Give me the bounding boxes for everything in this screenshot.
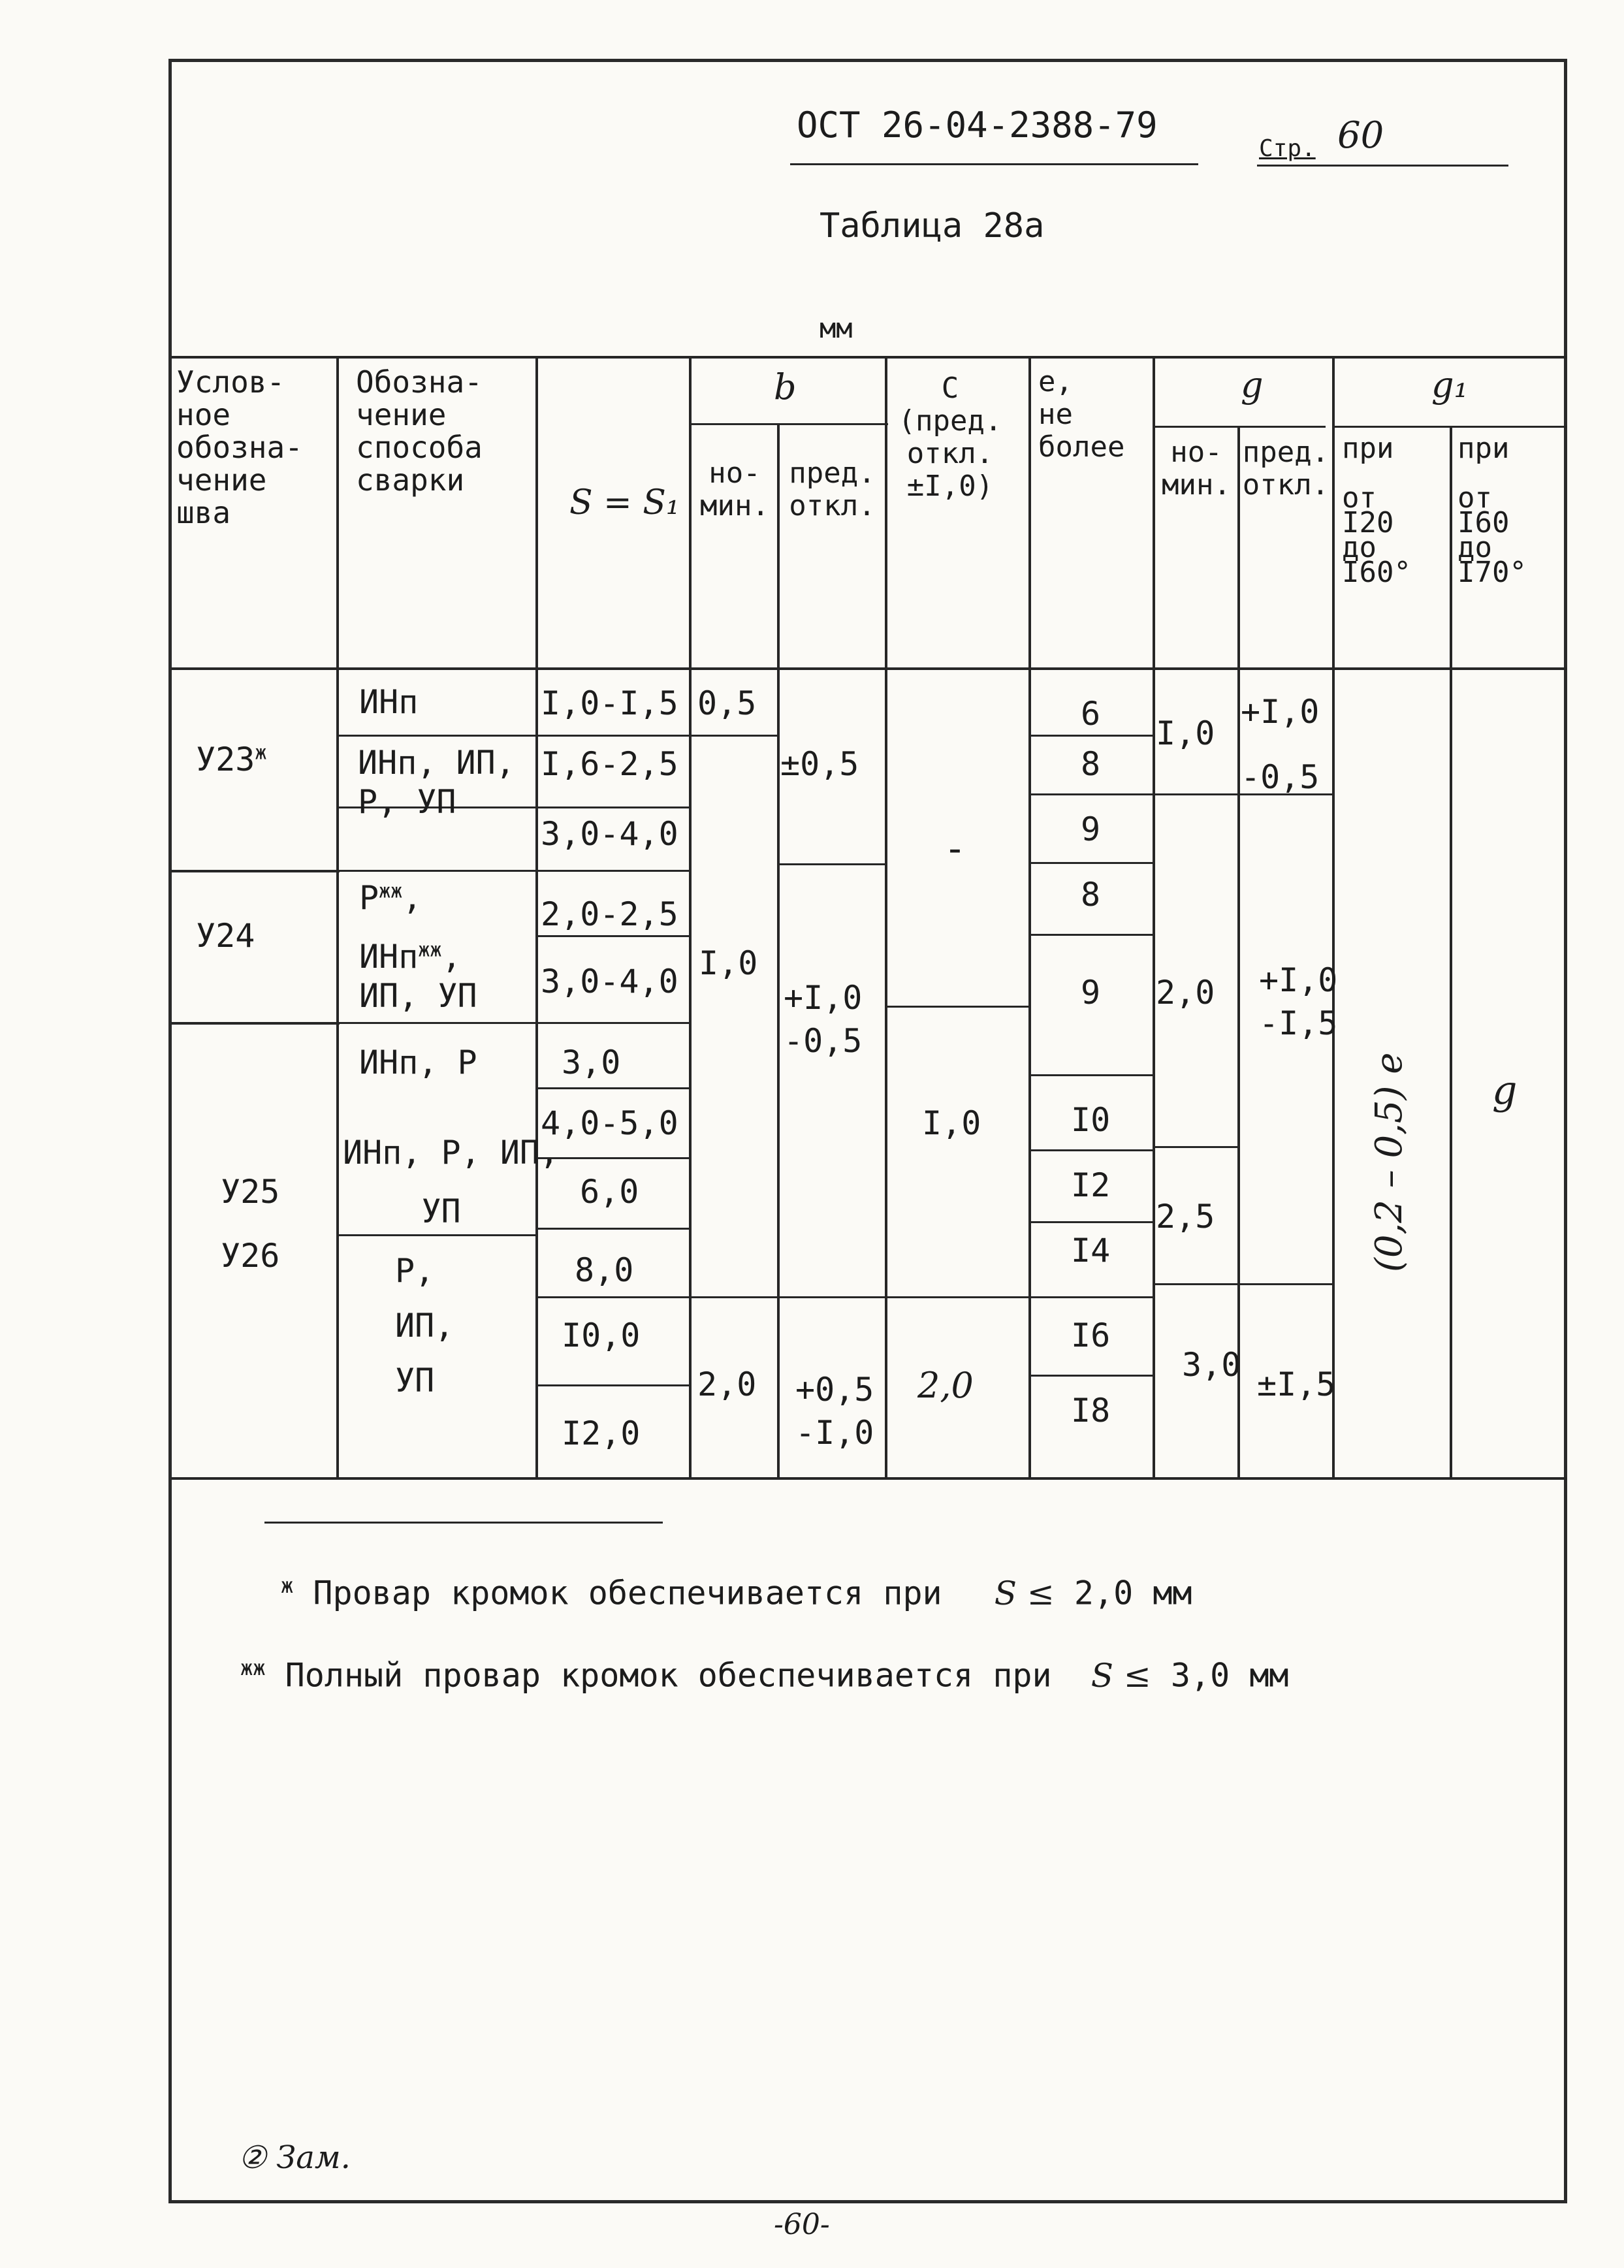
s-value-8: 6,0 — [580, 1173, 639, 1211]
col-header-g-nom: но- мин. — [1162, 436, 1231, 502]
col-line-4 — [777, 423, 780, 1477]
col-header-g1: g₁ — [1431, 364, 1469, 406]
g1-value-b: g — [1492, 1068, 1518, 1113]
b-subheader-line — [689, 423, 888, 425]
weld-u24: У24 — [196, 917, 255, 955]
e-line-2 — [1028, 793, 1153, 795]
g-dev-1: +I,0 -0,5 — [1241, 693, 1320, 796]
s-value-4: 2,0-2,5 — [541, 895, 678, 933]
e-line-9 — [1028, 1375, 1153, 1377]
row-line-e — [336, 1022, 689, 1024]
col-header-weld: Услов- ное обозна- чение шва — [176, 364, 303, 530]
col-line-10 — [1450, 426, 1452, 1477]
row-line-c — [336, 870, 689, 872]
e-value-4: 8 — [1081, 876, 1101, 914]
method-3b: ИНп$^{жж}$, — [359, 938, 462, 976]
e-line-1 — [1028, 735, 1153, 737]
row-line-bc — [689, 1296, 1028, 1298]
weld-u26: У26 — [221, 1237, 280, 1275]
col-line-6 — [1028, 356, 1031, 1477]
e-value-3: 9 — [1081, 810, 1101, 848]
col-header-method: Обозна- чение способа сварки — [356, 364, 483, 498]
col-header-g1-b: при от I60 до I70° — [1457, 432, 1527, 589]
col-line-1 — [336, 356, 339, 1477]
row-line-b2 — [535, 807, 689, 808]
col-line-3 — [689, 356, 692, 1477]
c-value-1: - — [944, 826, 966, 870]
g-dev-2: +I,0 -I,5 — [1259, 961, 1338, 1042]
col-line-9 — [1332, 356, 1335, 1477]
row-sep-weld-1 — [171, 870, 340, 872]
col-header-c: C (пред. откл. ±I,0) — [898, 372, 1002, 503]
page-number: 60 — [1337, 114, 1384, 157]
col-header-s: S = S₁ — [569, 483, 680, 522]
method-3c: ИП, УП — [359, 977, 477, 1015]
g-nom-3: 2,5 — [1156, 1198, 1215, 1236]
header-bottom-border — [171, 667, 1567, 670]
b-nom-3: 2,0 — [697, 1366, 757, 1403]
s-value-5: 3,0-4,0 — [541, 963, 678, 1000]
footnote-1: $^ж$ Провар кромок обеспечивается при S ≤ 2,0 мм — [281, 1573, 1192, 1612]
e-value-10: I8 — [1071, 1392, 1111, 1429]
s-value-10: I0,0 — [562, 1317, 641, 1354]
row-line-a-bnom — [689, 735, 777, 737]
s-value-1: I,0-I,5 — [541, 684, 678, 722]
table-bottom-border — [171, 1477, 1567, 1480]
col-header-g: g — [1241, 364, 1264, 406]
e-value-1: 6 — [1081, 695, 1101, 733]
b-dev-2: +I,0 -0,5 — [784, 979, 863, 1060]
standard-code: ОСТ 26-04-2388-79 — [797, 104, 1158, 146]
gnom-line-1 — [1153, 793, 1237, 795]
e-value-8: I4 — [1071, 1232, 1111, 1270]
e-line-5 — [1028, 1074, 1153, 1076]
method-3a: $Р^{жж}$, — [359, 879, 422, 917]
table-title: Таблица 28а — [820, 206, 1045, 246]
gnom-line-2 — [1153, 1146, 1237, 1148]
s-value-2: I,6-2,5 — [541, 745, 678, 783]
method-1: ИНп — [359, 683, 419, 721]
row-line-a — [336, 735, 689, 737]
g1-value-a: (0,2 – 0,5) e — [1368, 1052, 1410, 1272]
col-line-5 — [885, 356, 887, 1477]
weld-u23: $У23^ж$ — [196, 741, 267, 778]
row-sep-weld-2 — [171, 1022, 340, 1025]
row-line-d — [535, 935, 689, 937]
e-value-2: 8 — [1081, 745, 1101, 783]
s-value-9: 8,0 — [575, 1251, 634, 1289]
e-line-3 — [1028, 862, 1153, 864]
page-underline — [1257, 165, 1508, 167]
e-value-5: 9 — [1081, 974, 1101, 1012]
row-line-f — [535, 1087, 689, 1089]
col-line-7 — [1153, 356, 1155, 1477]
weld-u25: У25 — [221, 1173, 280, 1211]
change-note: ② Зам. — [238, 2139, 351, 2176]
method-5: ИНп, Р, ИП, УП — [343, 1134, 560, 1230]
footnote-2: $^{жж}$ Полный провар кромок обеспечивается при S ≤ 3,0 мм — [240, 1655, 1289, 1695]
e-line-8 — [1028, 1296, 1153, 1298]
row-line-j — [535, 1296, 689, 1298]
c-value-2: I,0 — [922, 1104, 981, 1142]
method-6: Р, ИП, УП — [395, 1252, 454, 1399]
b-nom-2: I,0 — [699, 944, 758, 982]
col-line-2 — [535, 356, 538, 1477]
g-nom-4: 3,0 — [1182, 1346, 1241, 1384]
b-dev-1: ±0,5 — [780, 745, 859, 783]
page-footer: -60- — [774, 2208, 830, 2241]
col-line-8 — [1237, 426, 1240, 1477]
g-nom-1: I,0 — [1156, 714, 1215, 752]
row-line-c-col — [885, 1006, 1028, 1008]
col-header-e: e, не более — [1038, 365, 1125, 464]
s-value-11: I2,0 — [562, 1414, 641, 1452]
e-value-9: I6 — [1071, 1317, 1111, 1354]
col-header-g1-a: при от I20 до I60° — [1342, 432, 1411, 589]
e-value-6: I0 — [1071, 1101, 1111, 1139]
col-header-b-dev: пред. откл. — [789, 456, 876, 522]
method-4: ИНп, Р — [359, 1044, 477, 1081]
c-value-3: 2,0 — [917, 1365, 974, 1406]
col-header-g-dev: пред. откл. — [1242, 436, 1329, 502]
table-top-border — [171, 356, 1567, 359]
page-label: Стр. — [1259, 135, 1316, 162]
e-line-4 — [1028, 934, 1153, 936]
col-header-b-nom: но- мин. — [700, 456, 769, 522]
g-dev-3: ±I,5 — [1257, 1366, 1336, 1403]
e-line-7 — [1028, 1221, 1153, 1223]
standard-underline — [790, 163, 1198, 165]
unit-label: мм — [820, 312, 853, 344]
e-value-7: I2 — [1071, 1166, 1111, 1204]
b-nom-1: 0,5 — [697, 684, 757, 722]
method-2: ИНп, ИП, Р, УП — [358, 744, 515, 821]
g-nom-2: 2,0 — [1156, 974, 1215, 1012]
s-value-6: 3,0 — [562, 1044, 621, 1081]
g-line-3 — [1153, 1283, 1332, 1285]
row-line-c-bdev — [777, 863, 885, 865]
s-value-3: 3,0-4,0 — [541, 815, 678, 853]
row-line-k — [535, 1384, 689, 1386]
e-line-6 — [1028, 1149, 1153, 1151]
b-dev-3: +0,5 -I,0 — [795, 1371, 874, 1452]
s-value-7: 4,0-5,0 — [541, 1104, 678, 1142]
col-header-b: b — [774, 366, 797, 407]
footnote-divider — [264, 1522, 663, 1524]
